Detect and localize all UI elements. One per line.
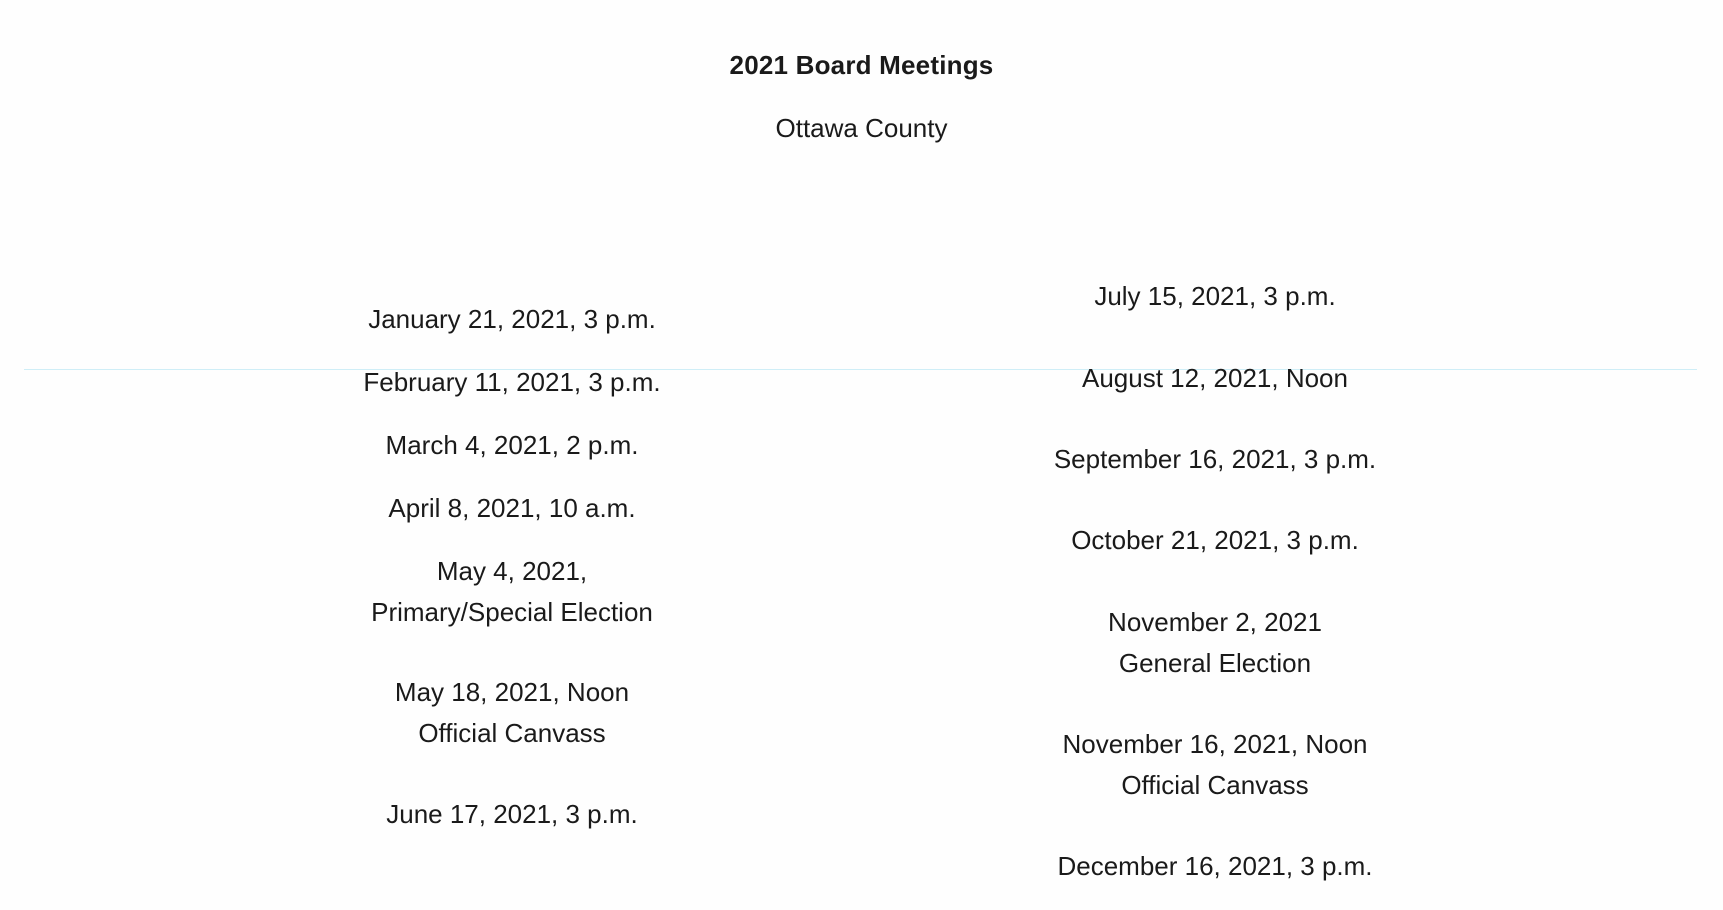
meeting-entry-november-2 xyxy=(935,602,1495,684)
meeting-entry-july xyxy=(935,276,1495,317)
meeting-date: May 4, 2021, xyxy=(436,556,588,586)
meeting-date: November 2, 2021 xyxy=(1108,607,1322,637)
meeting-date: February 11, 2021, 3 p.m. xyxy=(363,367,661,397)
document-title: 2021 Board Meetings xyxy=(729,50,994,80)
meeting-date: May 18, 2021, Noon xyxy=(394,677,630,707)
meeting-date: March 4, 2021, 2 p.m. xyxy=(385,430,639,460)
meeting-entry-april xyxy=(232,488,792,529)
meeting-date: October 21, 2021, 3 p.m. xyxy=(1071,525,1359,555)
meeting-note: Official Canvass xyxy=(1121,770,1309,800)
meeting-note: Official Canvass xyxy=(418,718,606,748)
meeting-entry-january xyxy=(232,299,792,340)
meeting-entry-october xyxy=(935,520,1495,561)
meeting-entry-august xyxy=(935,358,1495,399)
meeting-note: Primary/Special Election xyxy=(371,597,653,627)
meeting-entry-december xyxy=(935,846,1495,887)
meeting-entry-may-18 xyxy=(232,672,792,754)
meeting-note: General Election xyxy=(1118,648,1312,678)
document-subtitle: Ottawa County xyxy=(775,113,948,143)
meeting-entry-november-16 xyxy=(935,724,1495,806)
meeting-date: January 21, 2021, 3 p.m. xyxy=(368,304,656,334)
meeting-date: December 16, 2021, 3 p.m. xyxy=(1057,851,1373,881)
meeting-date: September 16, 2021, 3 p.m. xyxy=(1053,444,1377,474)
meeting-date: November 16, 2021, Noon xyxy=(1062,729,1368,759)
meeting-date: July 15, 2021, 3 p.m. xyxy=(1094,281,1336,311)
meeting-date: June 17, 2021, 3 p.m. xyxy=(386,799,638,829)
meeting-entry-february xyxy=(232,362,792,403)
meeting-entry-june xyxy=(232,794,792,835)
meeting-entry-may-4 xyxy=(232,551,792,633)
meeting-date: August 12, 2021, Noon xyxy=(1082,363,1348,393)
meeting-entry-march xyxy=(232,425,792,466)
meeting-date: April 8, 2021, 10 a.m. xyxy=(388,493,636,523)
meeting-entry-september xyxy=(935,439,1495,480)
